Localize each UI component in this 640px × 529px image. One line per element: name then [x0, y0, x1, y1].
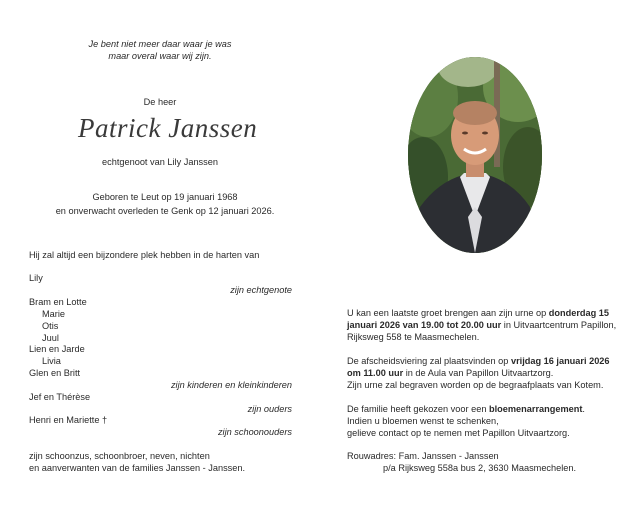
parents-in-law-role: zijn schoonouders: [217, 427, 292, 437]
flowers-line-3: gelieve contact op te nemen met Papillon Uitvaartzorg.: [347, 428, 570, 438]
service-line-1: [347, 356, 610, 366]
mourning-address-line: p/a Rijksweg 558a bus 2, 3630 Maasmechelen.: [383, 463, 577, 473]
visitation-day: donderdag 15: [548, 308, 610, 318]
visitation-line-2: [347, 320, 616, 330]
spouse-role: zijn echtgenote: [230, 285, 292, 295]
burial-line: Zijn urne zal begraven worden op de begraafplaats van Kotem.: [347, 380, 604, 390]
service-line-2: [347, 368, 553, 378]
service-text: De afscheidsviering zal plaatsvinden op: [347, 356, 511, 366]
spouse-line: echtgenoot van Lily Janssen: [102, 157, 218, 167]
children-role: zijn kinderen en kleinkinderen: [170, 380, 292, 390]
flowers-period: .: [582, 404, 585, 414]
flowers-text: De familie heeft gekozen voor een: [347, 404, 489, 414]
flowers-line-2: Indien u bloemen wenst te schenken,: [347, 416, 499, 426]
visitation-line-1: [347, 308, 609, 318]
service-time: om 11.00 uur: [347, 368, 404, 378]
portrait-photo: [408, 57, 542, 253]
child-entry: Lien en Jarde: [29, 344, 85, 354]
death-line: en onverwacht overleden te Genk op 12 januari 2026.: [55, 206, 275, 216]
deceased-name: Patrick Janssen: [78, 113, 258, 143]
parents-role: zijn ouders: [247, 404, 292, 414]
memory-intro: Hij zal altijd een bijzondere plek hebben in de harten van: [29, 250, 260, 260]
grandchild-entry: Livia: [42, 356, 61, 366]
flowers-line-1: [347, 404, 585, 414]
birth-line: Geboren te Leut op 19 januari 1968: [92, 192, 238, 202]
portrait-illustration: [408, 57, 542, 253]
title-prefix: De heer: [143, 97, 177, 107]
grandchild-entry: Otis: [42, 321, 59, 331]
quote-line-2: maar overal waar wij zijn.: [108, 51, 212, 61]
spouse-name: Lily: [29, 273, 43, 283]
mourning-address-label: Rouwadres: Fam. Janssen - Janssen: [347, 451, 499, 461]
child-entry: Glen en Britt: [29, 368, 81, 378]
closing-line-1: zijn schoonzus, schoonbroer, neven, nichten: [29, 451, 210, 461]
grandchild-entry: Juul: [42, 333, 59, 343]
parents-name: Jef en Thérèse: [29, 392, 91, 402]
closing-line-2: en aanverwanten van de families Janssen - Janssen.: [29, 463, 246, 473]
visitation-venue: in Uitvaartcentrum Papillon,: [501, 320, 617, 330]
quote-line-1: Je bent niet meer daar waar je was: [88, 39, 232, 49]
service-venue: in de Aula van Papillon Uitvaartzorg.: [403, 368, 554, 378]
parents-in-law-name: Henri en Mariette †: [29, 415, 108, 425]
grandchild-entry: Marie: [42, 309, 65, 319]
child-entry: Bram en Lotte: [29, 297, 87, 307]
visitation-address: Rijksweg 558 te Maasmechelen.: [347, 332, 480, 342]
service-date: vrijdag 16 januari 2026: [510, 356, 610, 366]
visitation-time: januari 2026 van 19.00 tot 20.00 uur: [347, 320, 502, 330]
flowers-choice: bloemenarrangement: [488, 404, 583, 414]
visitation-text: U kan een laatste groet brengen aan zijn urne op: [347, 308, 549, 318]
